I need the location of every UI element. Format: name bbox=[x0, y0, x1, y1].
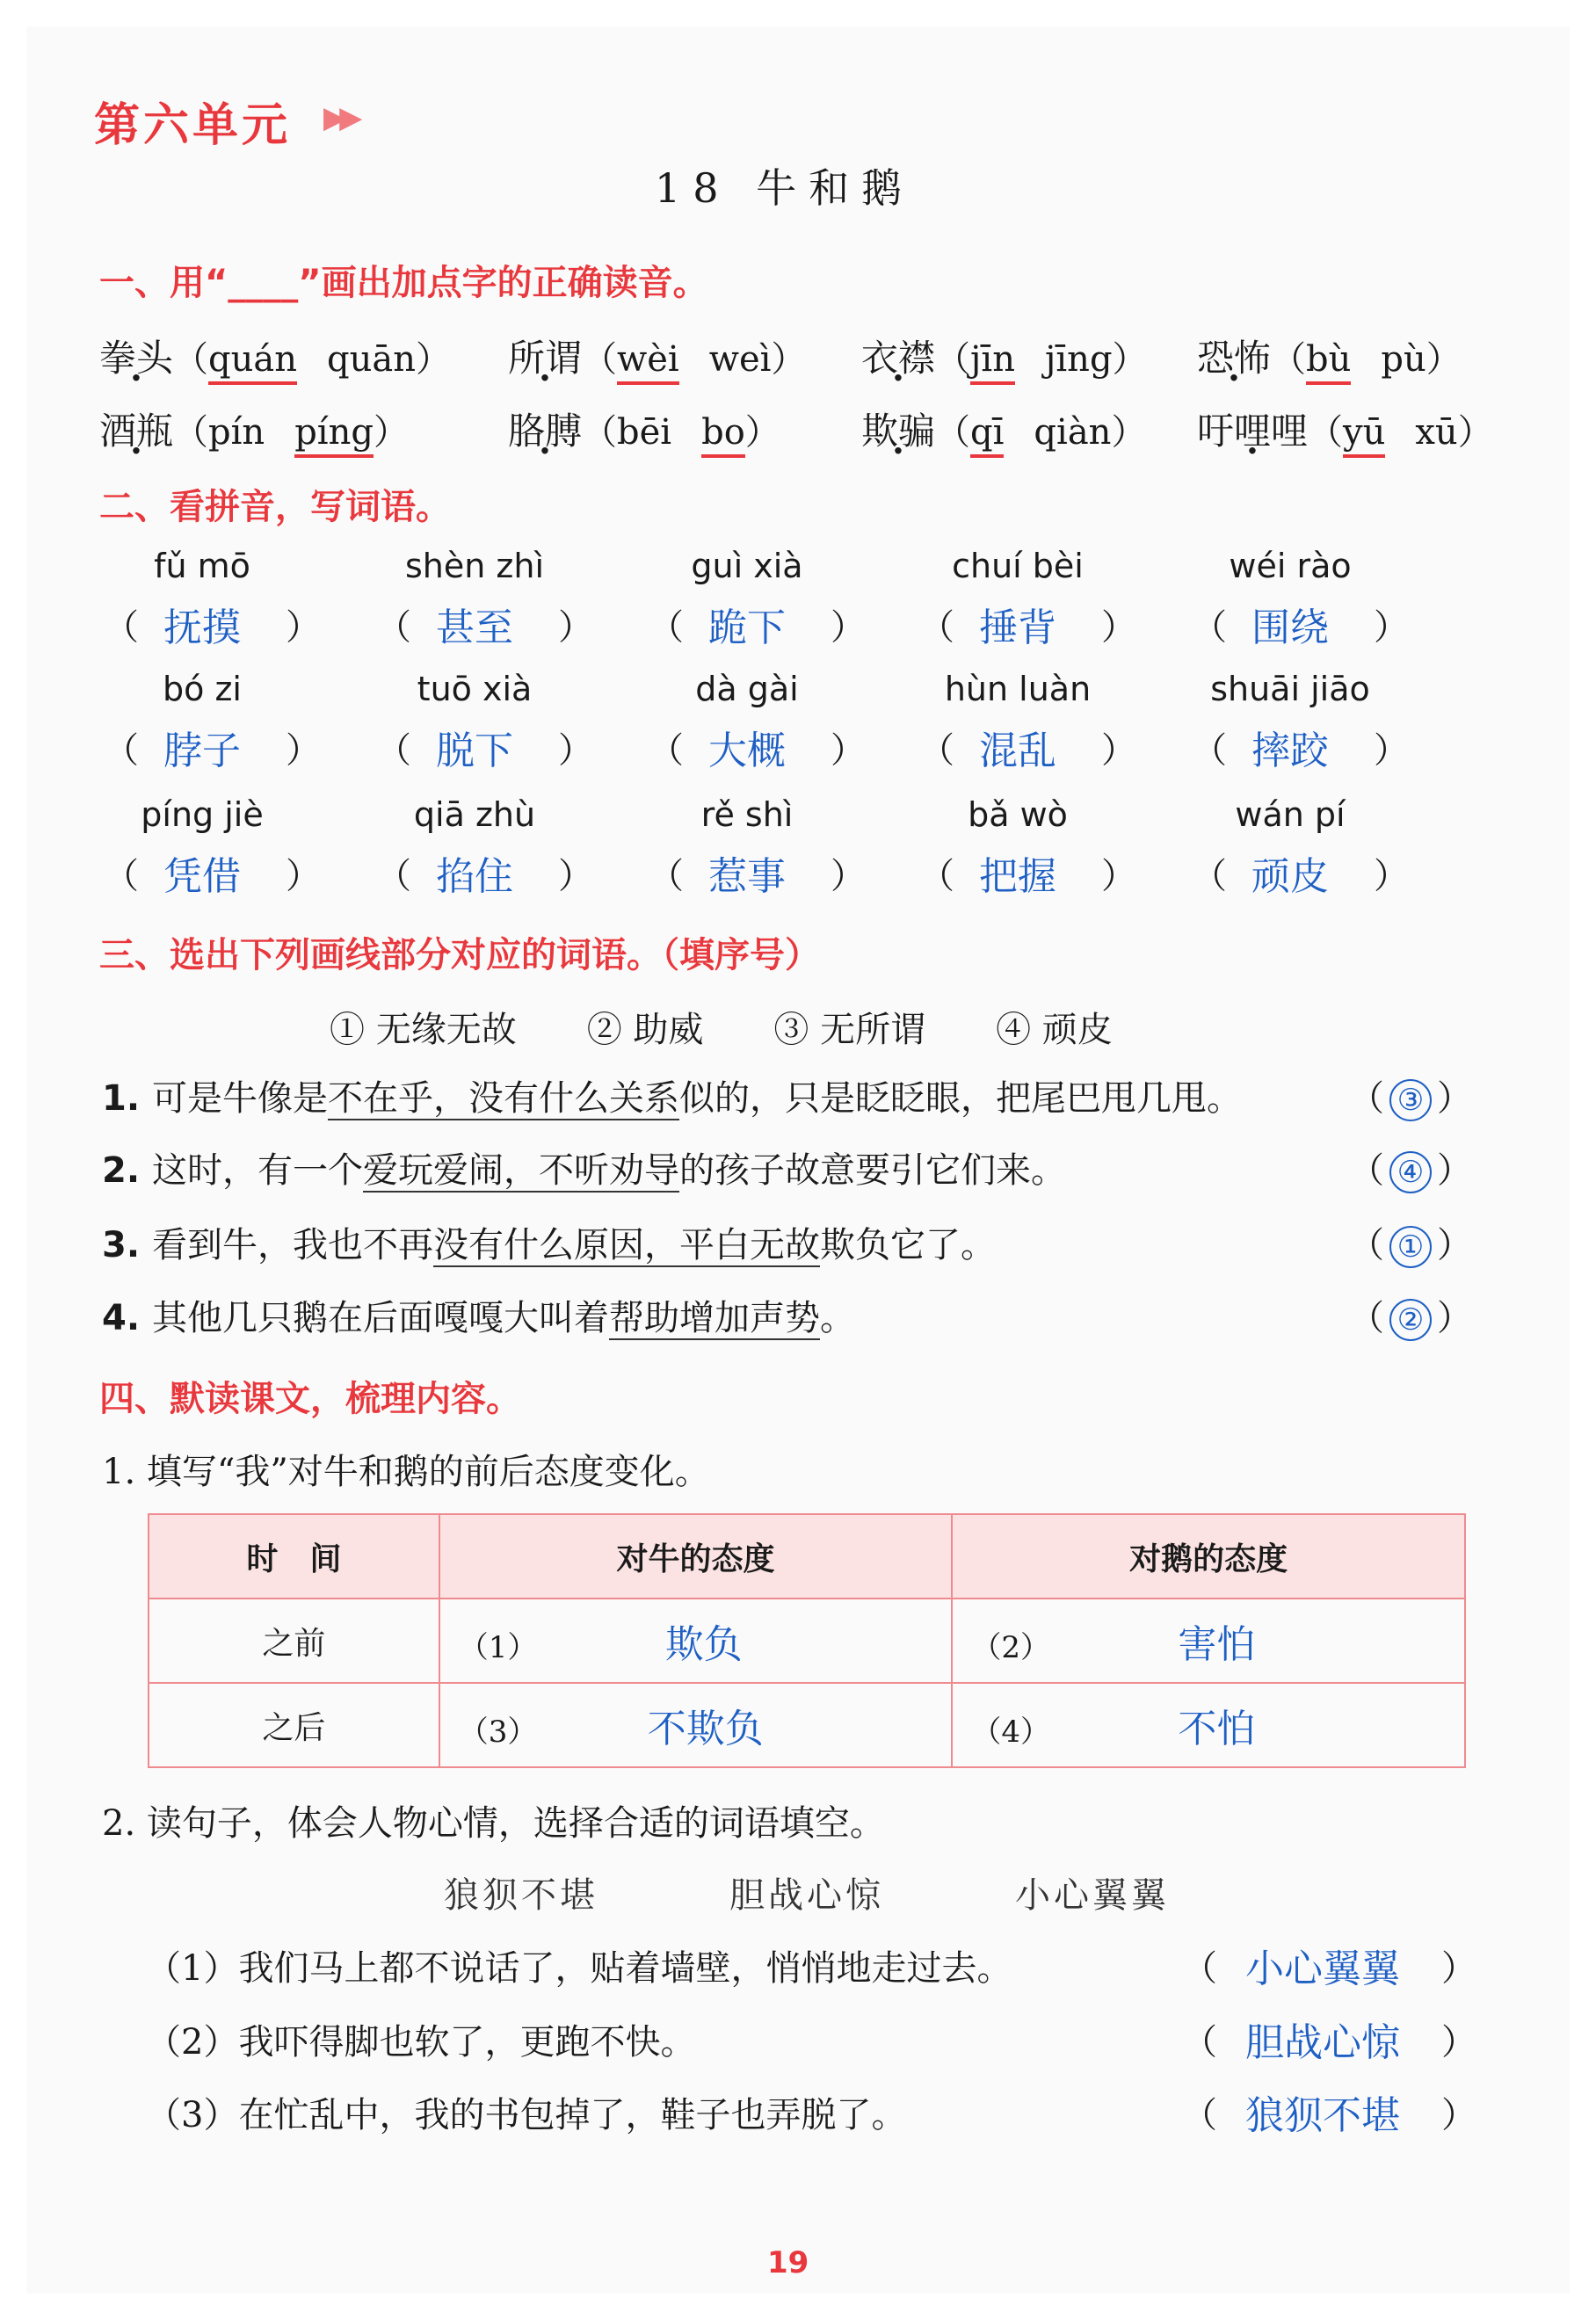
cell-answer: 欺负 bbox=[664, 1622, 743, 1667]
unit-arrow-icon: ▶▶ bbox=[323, 100, 356, 135]
answer-paren-open: （ bbox=[649, 856, 684, 896]
question-number: 1. bbox=[102, 1078, 141, 1119]
written-word: 甚至 bbox=[436, 605, 513, 650]
paren-open: （ bbox=[582, 339, 618, 380]
answer-paren-open: （ bbox=[919, 730, 954, 771]
question-text: 似的，只是眨眨眼，把尾巴甩几甩。 bbox=[679, 1078, 1243, 1119]
answer-paren-close: ） bbox=[1101, 856, 1136, 896]
item-word: 拳头 bbox=[99, 337, 174, 380]
pinyin-label: chuí bèi bbox=[952, 547, 1084, 585]
answer-paren-close: ） bbox=[831, 730, 866, 771]
section-3-title: 三、选出下列画线部分对应的词语。（填序号） bbox=[99, 935, 820, 975]
written-word: 凭借 bbox=[163, 854, 241, 899]
answer-paren-close: ） bbox=[1441, 2095, 1476, 2135]
pinyin-label: wán pí bbox=[1235, 795, 1346, 834]
question-text: 看到牛，我也不再 bbox=[152, 1225, 434, 1265]
reading-text: qiàn bbox=[1034, 412, 1112, 453]
answer-paren-open: （ bbox=[104, 856, 139, 896]
fill-question-text: （2）我吓得脚也软了，更跑不快。 bbox=[146, 2022, 696, 2063]
question-text: 可是牛像是 bbox=[152, 1078, 329, 1119]
reading-text: quán bbox=[208, 339, 297, 385]
reading-text: wèi bbox=[617, 339, 679, 385]
pronunciation-item bbox=[1197, 402, 1493, 455]
paren-close: ） bbox=[1437, 1298, 1472, 1338]
reading-text: yū bbox=[1343, 412, 1385, 458]
answer-paren-open: （ bbox=[376, 607, 411, 648]
answer-paren-close: ） bbox=[1374, 856, 1409, 896]
underlined-phrase: 爱玩爱闹，不听劝导 bbox=[363, 1150, 680, 1191]
pinyin-label: guì xià bbox=[691, 547, 803, 585]
written-word: 抚摸 bbox=[163, 605, 241, 650]
answer-paren-open: （ bbox=[376, 730, 411, 771]
answer-paren-open: （ bbox=[649, 607, 684, 648]
question-number: 4. bbox=[102, 1298, 141, 1338]
reading-option-2 bbox=[327, 339, 416, 380]
question-number: 3. bbox=[102, 1225, 141, 1265]
reading-option-1 bbox=[970, 339, 1015, 385]
answer-paren bbox=[1349, 1142, 1472, 1193]
cell-number: （3） bbox=[458, 1715, 538, 1750]
question-line bbox=[102, 1142, 1066, 1193]
table-row bbox=[149, 1599, 1465, 1683]
pinyin-label: tuō xià bbox=[417, 670, 533, 708]
page-number: 19 bbox=[767, 2245, 809, 2280]
underlined-phrase: 不在乎，没有什么关系 bbox=[328, 1078, 680, 1119]
pronunciation-item bbox=[99, 402, 409, 455]
question-text: 这时，有一个 bbox=[152, 1150, 364, 1191]
reading-option-1 bbox=[1343, 412, 1385, 458]
answer-paren bbox=[1349, 1217, 1472, 1268]
table-row bbox=[149, 1683, 1465, 1767]
table-cell-cow bbox=[439, 1683, 953, 1767]
reading-text: bo bbox=[701, 412, 745, 458]
written-word: 脱下 bbox=[436, 729, 513, 773]
answer-paren-close: ） bbox=[831, 607, 866, 648]
reading-text: bù bbox=[1306, 339, 1351, 385]
pronunciation-item bbox=[99, 330, 451, 382]
table-cell-time: 之后 bbox=[149, 1683, 439, 1767]
word-bank-item: 狼狈不堪 bbox=[444, 1875, 598, 1916]
paren-open: （ bbox=[173, 412, 209, 453]
reading-option-2 bbox=[701, 412, 745, 453]
pinyin-label: fǔ mō bbox=[154, 547, 250, 585]
reading-text: pù bbox=[1381, 339, 1426, 380]
reading-option-2 bbox=[1034, 412, 1111, 453]
table-header-time: 时 间 bbox=[149, 1514, 439, 1599]
table-cell-time: 之前 bbox=[149, 1599, 439, 1683]
reading-option-1 bbox=[208, 339, 297, 385]
answer-paren-open: （ bbox=[1192, 607, 1227, 648]
pinyin-label: shuāi jiāo bbox=[1210, 670, 1370, 708]
paren-open: （ bbox=[582, 412, 618, 453]
written-word: 大概 bbox=[708, 729, 786, 773]
reading-text: xū bbox=[1415, 412, 1458, 453]
paren-close: ） bbox=[744, 412, 780, 453]
answer-paren-open: （ bbox=[1182, 2022, 1217, 2063]
question-text: 的孩子故意要引它们来。 bbox=[679, 1150, 1067, 1191]
pinyin-label: rě shì bbox=[700, 795, 794, 834]
answer-paren-close: ） bbox=[1441, 2022, 1476, 2063]
pinyin-label: dà gài bbox=[695, 670, 799, 708]
paren-open: （ bbox=[935, 412, 971, 453]
pinyin-label: hùn luàn bbox=[944, 670, 1092, 708]
underlined-phrase: 没有什么原因，平白无故 bbox=[433, 1225, 821, 1265]
section-4-title: 四、默读课文，梳理内容。 bbox=[99, 1379, 521, 1419]
answer-paren-close: ） bbox=[1374, 730, 1409, 771]
paren-close: ） bbox=[771, 339, 807, 380]
reading-option-2 bbox=[1381, 339, 1426, 380]
item-word: 衣襟 bbox=[861, 337, 936, 380]
answer-paren-close: ） bbox=[1101, 607, 1136, 648]
answer-paren bbox=[1349, 1070, 1472, 1121]
fill-answer: 小心翼翼 bbox=[1245, 1947, 1400, 1991]
fill-answer: 胆战心惊 bbox=[1245, 2020, 1400, 2065]
paren-close: ） bbox=[1437, 1078, 1472, 1119]
written-word: 混乱 bbox=[979, 729, 1056, 773]
item-word: 胳膊 bbox=[508, 410, 583, 453]
pinyin-label: bó zi bbox=[163, 670, 242, 708]
written-word: 脖子 bbox=[163, 729, 241, 773]
answer-paren-open: （ bbox=[919, 607, 954, 648]
pronunciation-item bbox=[861, 402, 1146, 455]
pronunciation-item bbox=[508, 402, 780, 455]
question-number: 2. bbox=[102, 1150, 141, 1191]
question-line bbox=[102, 1290, 855, 1340]
written-word: 跪下 bbox=[708, 605, 786, 650]
section-4-question-1: 1. 填写“我”对牛和鹅的前后态度变化。 bbox=[102, 1452, 710, 1492]
answer-paren-open: （ bbox=[1182, 1948, 1217, 1989]
answer-paren-close: ） bbox=[558, 730, 593, 771]
reading-option-1 bbox=[970, 412, 1004, 458]
answer-number: ① bbox=[1389, 1226, 1432, 1268]
lesson-title: 18 牛和鹅 bbox=[655, 164, 915, 212]
pinyin-label: píng jiè bbox=[141, 795, 264, 834]
answer-paren-open: （ bbox=[104, 607, 139, 648]
paren-close: ） bbox=[1111, 412, 1147, 453]
paren-close: ） bbox=[373, 412, 409, 453]
unit-title: 第六单元 bbox=[94, 99, 292, 152]
answer-paren-open: （ bbox=[919, 856, 954, 896]
answer-number: ② bbox=[1389, 1299, 1432, 1341]
reading-text: bēi bbox=[617, 412, 672, 453]
reading-option-2 bbox=[1045, 339, 1113, 380]
section-3-options: ① 无缘无故 ② 助威 ③ 无所谓 ④ 顽皮 bbox=[330, 1010, 1113, 1050]
answer-paren-close: ） bbox=[831, 856, 866, 896]
answer-paren-open: （ bbox=[1192, 730, 1227, 771]
answer-number: ④ bbox=[1389, 1151, 1432, 1193]
reading-text: quān bbox=[327, 339, 416, 380]
item-word: 吁哩哩 bbox=[1197, 410, 1309, 453]
item-word: 酒瓶 bbox=[99, 410, 174, 453]
answer-paren-close: ） bbox=[558, 856, 593, 896]
paren-close: ） bbox=[1437, 1150, 1472, 1191]
paren-open: （ bbox=[935, 339, 971, 380]
reading-text: jīn bbox=[970, 339, 1015, 385]
pinyin-label: wéi rào bbox=[1229, 547, 1352, 585]
item-word: 所谓 bbox=[508, 337, 583, 380]
reading-option-1 bbox=[208, 412, 265, 453]
reading-text: píng bbox=[294, 412, 374, 458]
paren-open: （ bbox=[173, 339, 209, 380]
question-text: 其他几只鹅在后面嘎嘎大叫着 bbox=[152, 1298, 610, 1338]
pinyin-label: bǎ wò bbox=[968, 795, 1068, 834]
answer-paren-close: ） bbox=[1374, 607, 1409, 648]
reading-option-1 bbox=[1306, 339, 1351, 385]
word-bank-item: 小心翼翼 bbox=[1015, 1875, 1170, 1916]
table-header-cow: 对牛的态度 bbox=[439, 1514, 953, 1599]
pinyin-label: shèn zhì bbox=[404, 547, 544, 585]
cell-answer: 害怕 bbox=[1178, 1622, 1256, 1667]
reading-text: qī bbox=[970, 412, 1004, 458]
answer-paren-open: （ bbox=[1192, 856, 1227, 896]
question-text: 欺负它了。 bbox=[820, 1225, 997, 1265]
reading-option-2 bbox=[294, 412, 374, 453]
cell-answer: 不怕 bbox=[1178, 1707, 1256, 1751]
item-word: 欺骗 bbox=[861, 410, 936, 453]
word-bank-item: 胆战心惊 bbox=[729, 1875, 884, 1916]
written-word: 顽皮 bbox=[1251, 854, 1329, 899]
fill-answer: 狼狈不堪 bbox=[1245, 2093, 1400, 2138]
table-cell-cow bbox=[439, 1599, 953, 1683]
answer-paren-open: （ bbox=[376, 856, 411, 896]
paren-open: （ bbox=[1349, 1150, 1384, 1191]
section-2-title: 二、看拼音，写词语。 bbox=[99, 487, 451, 527]
cell-number: （4） bbox=[971, 1715, 1050, 1750]
paren-close: ） bbox=[1426, 339, 1462, 380]
reading-text: weì bbox=[708, 339, 772, 380]
cell-number: （2） bbox=[971, 1630, 1050, 1665]
question-line bbox=[102, 1070, 1242, 1120]
answer-paren-close: ） bbox=[1101, 730, 1136, 771]
answer-paren-close: ） bbox=[286, 607, 321, 648]
written-word: 掐住 bbox=[436, 854, 513, 899]
table-cell-goose bbox=[952, 1683, 1465, 1767]
reading-option-2 bbox=[1415, 412, 1457, 453]
reading-option-1 bbox=[617, 412, 671, 453]
question-text: 。 bbox=[820, 1298, 856, 1338]
written-word: 捶背 bbox=[979, 605, 1056, 650]
written-word: 把握 bbox=[979, 854, 1056, 899]
table-cell-goose bbox=[952, 1599, 1465, 1683]
reading-option-2 bbox=[709, 339, 772, 380]
fill-question-text: （3）在忙乱中，我的书包掉了，鞋子也弄脱了。 bbox=[146, 2095, 907, 2135]
table-header-goose: 对鹅的态度 bbox=[952, 1514, 1465, 1599]
written-word: 围绕 bbox=[1251, 605, 1329, 650]
answer-paren-close: ） bbox=[286, 856, 321, 896]
answer-paren-close: ） bbox=[558, 607, 593, 648]
answer-number: ③ bbox=[1389, 1079, 1432, 1121]
fill-question-text: （1）我们马上都不说话了，贴着墙壁，悄悄地走过去。 bbox=[146, 1948, 1012, 1989]
paren-open: （ bbox=[1349, 1225, 1384, 1265]
section-1-title: 一、用“____”画出加点字的正确读音。 bbox=[99, 263, 708, 303]
pinyin-label: qiā zhù bbox=[413, 795, 536, 834]
cell-answer: 不欺负 bbox=[647, 1707, 764, 1751]
paren-close: ） bbox=[1457, 412, 1493, 453]
attitude-table bbox=[148, 1513, 1466, 1768]
paren-close: ） bbox=[1112, 339, 1148, 380]
pronunciation-item bbox=[1197, 330, 1462, 382]
section-4-question-2: 2. 读句子，体会人物心情，选择合适的词语填空。 bbox=[102, 1803, 885, 1844]
underlined-phrase: 帮助增加声势 bbox=[609, 1298, 821, 1338]
answer-paren-open: （ bbox=[104, 730, 139, 771]
written-word: 惹事 bbox=[708, 854, 786, 899]
paren-open: （ bbox=[1308, 412, 1344, 453]
question-line bbox=[102, 1217, 996, 1267]
table-header-row bbox=[149, 1514, 1465, 1599]
paren-close: ） bbox=[415, 339, 451, 380]
answer-paren bbox=[1349, 1290, 1472, 1341]
written-word: 摔跤 bbox=[1251, 729, 1329, 773]
cell-number: （1） bbox=[458, 1630, 538, 1665]
answer-paren-open: （ bbox=[649, 730, 684, 771]
pronunciation-item bbox=[508, 330, 806, 382]
answer-paren-close: ） bbox=[1441, 1948, 1476, 1989]
paren-open: （ bbox=[1271, 339, 1307, 380]
reading-option-1 bbox=[617, 339, 679, 385]
pronunciation-item bbox=[861, 330, 1148, 382]
answer-paren-open: （ bbox=[1182, 2095, 1217, 2135]
reading-text: jīng bbox=[1044, 339, 1113, 380]
paren-open: （ bbox=[1349, 1298, 1384, 1338]
paren-close: ） bbox=[1437, 1225, 1472, 1265]
answer-paren-close: ） bbox=[286, 730, 321, 771]
item-word: 恐怖 bbox=[1197, 337, 1272, 380]
reading-text: pín bbox=[208, 412, 265, 453]
paren-open: （ bbox=[1349, 1078, 1384, 1119]
